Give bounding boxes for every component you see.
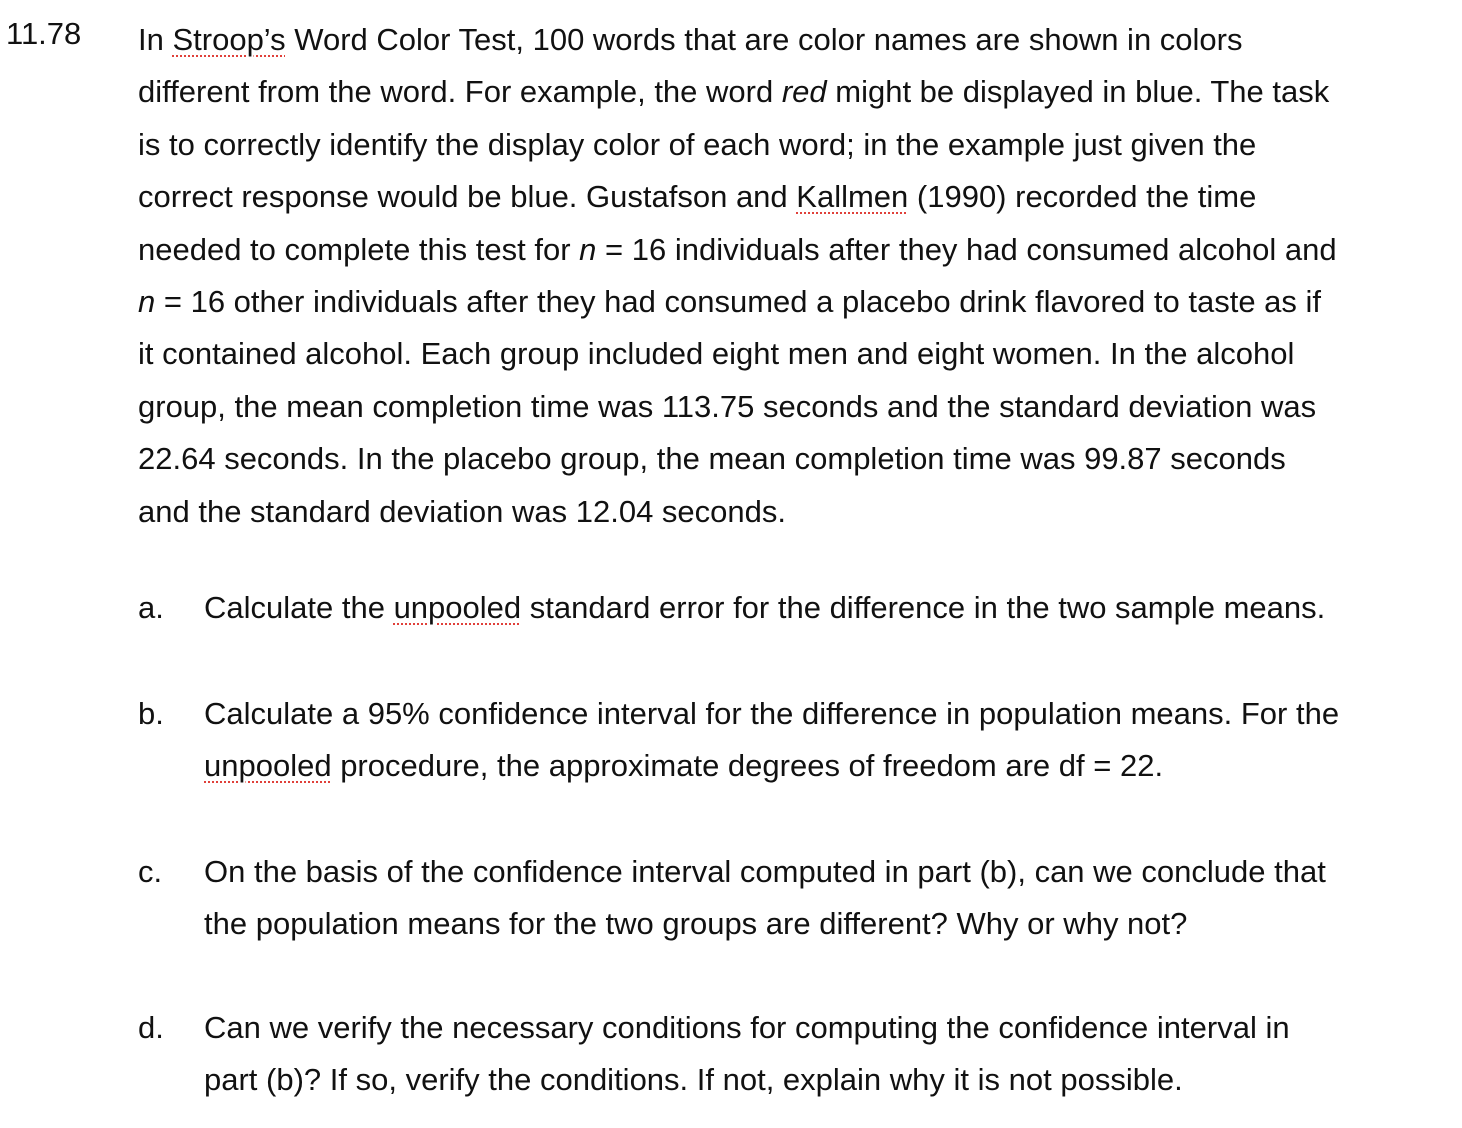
text-run: In	[138, 22, 173, 57]
stem-line: and the standard deviation was 12.04 seconds.	[138, 493, 787, 529]
part-b-text	[204, 688, 1444, 793]
text-run: correct response would be blue. Gustafson and	[138, 179, 797, 215]
part-line: Calculate a 95% confidence interval for the difference in population means. For the	[204, 696, 1340, 731]
stem-line: 22.64 seconds. In the placebo group, the mean completion time was 99.87 seconds	[138, 441, 1286, 477]
text-run: might be displayed in blue. The task	[826, 74, 1330, 110]
italic-word: red	[781, 74, 827, 110]
part-d-letter: d.	[138, 1010, 164, 1045]
text-run: standard error for the difference in the two sample means.	[521, 590, 1326, 625]
text-run: Word Color Test, 100 words that are color names are shown in colors	[285, 22, 1243, 57]
italic-variable: n	[579, 231, 597, 267]
spellcheck-word[interactable]: unpooled	[204, 748, 332, 784]
spellcheck-word[interactable]: Stroop’s	[172, 22, 286, 57]
part-line	[204, 740, 1444, 792]
stem-line: is to correctly identify the display color of each word; in the example just given the	[138, 126, 1257, 162]
stem-line	[138, 66, 1448, 118]
spellcheck-word[interactable]: Kallmen	[796, 179, 909, 215]
part-line: part (b)? If so, verify the conditions. If not, explain why it is not possible.	[204, 1062, 1183, 1098]
stem-line: it contained alcohol. Each group included eight men and eight women. In the alcohol	[138, 336, 1295, 372]
problem-stem	[138, 14, 1448, 538]
stem-line: group, the mean completion time was 113.75 seconds and the standard deviation was	[138, 388, 1317, 424]
part-line: the population means for the two groups are different? Why or why not?	[204, 906, 1188, 942]
problem-number: 11.78	[6, 16, 82, 51]
part-line: Can we verify the necessary conditions for computing the confidence interval in	[204, 1010, 1290, 1045]
part-a-letter: a.	[138, 590, 164, 625]
stem-line	[138, 276, 1448, 328]
part-a-text	[204, 582, 1444, 634]
part-c-text	[204, 846, 1444, 951]
part-line	[204, 582, 1444, 634]
italic-variable: n	[138, 284, 156, 320]
spellcheck-word[interactable]: unpooled	[393, 590, 522, 625]
text-run: = 16 other individuals after they had consumed a placebo drink flavored to taste as if	[155, 284, 1322, 320]
stem-line	[138, 14, 1448, 66]
part-d-text	[204, 1002, 1444, 1107]
text-run: procedure, the approximate degrees of freedom are df = 22.	[331, 748, 1164, 784]
text-run: needed to complete this test for	[138, 231, 580, 267]
text-run: = 16 individuals after they had consumed alcohol and	[596, 231, 1337, 267]
text-run: Calculate the	[204, 590, 394, 625]
text-run: (1990) recorded the time	[908, 179, 1257, 215]
text-run: different from the word. For example, the word	[138, 74, 782, 110]
stem-line	[138, 224, 1448, 276]
part-line: On the basis of the confidence interval computed in part (b), can we conclude that	[204, 854, 1326, 889]
part-c-letter: c.	[138, 854, 163, 889]
part-b-letter: b.	[138, 696, 164, 731]
stem-line	[138, 171, 1448, 223]
